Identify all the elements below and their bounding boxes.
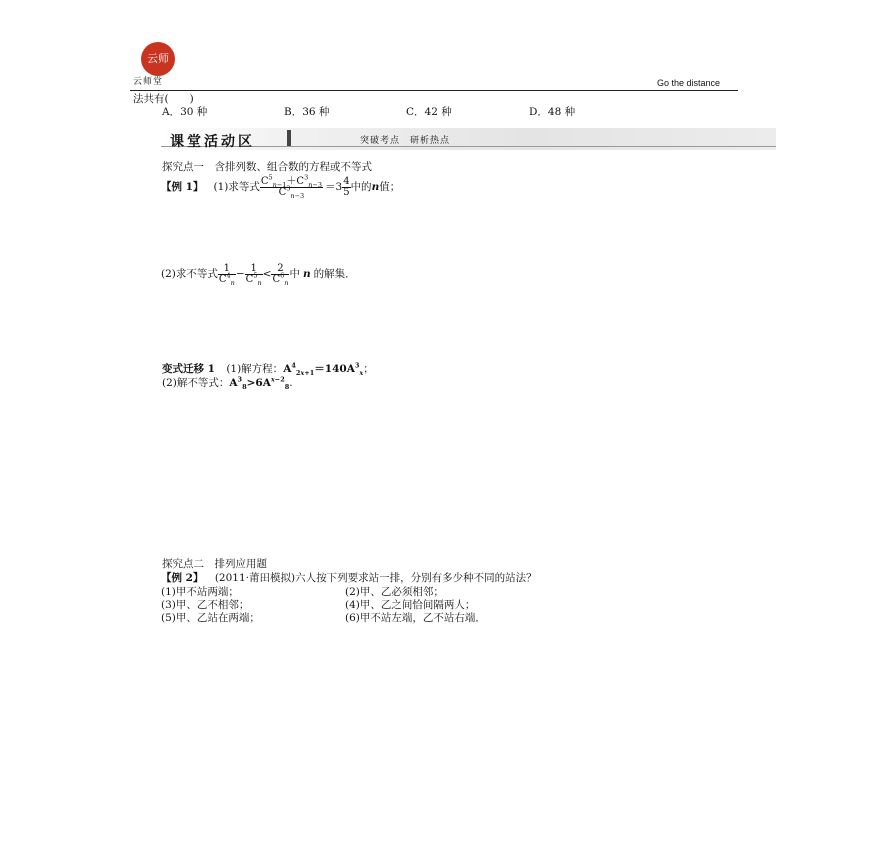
banner-subtitle: 突破考点 研析热点 bbox=[360, 136, 451, 146]
variant1-inequality: $A^3_8>6A^{x-2}_8$ bbox=[229, 375, 290, 392]
variant1-line1-prefix: (1)解方程： bbox=[226, 363, 284, 375]
section1-heading: 探究点一 含排列数、组合数的方程或不等式 bbox=[162, 161, 372, 173]
example1-label: 【例 1】 bbox=[161, 181, 204, 193]
example1-mixed-fraction: $\frac{4}{5}$ bbox=[343, 176, 350, 198]
variant1-line2: (2)解不等式：$A^3_8>6A^{x-2}_8$. bbox=[162, 375, 293, 392]
option-c: C．42 种 bbox=[406, 106, 452, 118]
example2-item-5: (5)甲、乙站在两端； bbox=[161, 612, 260, 624]
example1-var: n bbox=[371, 181, 380, 193]
header-slogan: Go the distance bbox=[657, 78, 721, 88]
ineq-fraction-1: $\frac{1}{C^4_n}$ bbox=[218, 263, 235, 287]
ineq-fraction-2: $\frac{1}{C^5_n}$ bbox=[245, 263, 262, 287]
banner-separator bbox=[287, 130, 291, 146]
section2-heading: 探究点二 排列应用题 bbox=[162, 558, 267, 570]
ineq-fraction-3: $\frac{2}{C^6_n}$ bbox=[272, 263, 289, 287]
example1-fraction: $\frac{C^5_{n-1}+C^3_{n-3}}{C^3_{n-3}}$ bbox=[260, 173, 322, 200]
example2-item-2: (2)甲、乙必须相邻； bbox=[345, 586, 444, 598]
option-a: A．30 种 bbox=[162, 106, 208, 118]
example1-part2-end: 的解集． bbox=[313, 268, 356, 280]
example1-part1-suffix: 中的 bbox=[350, 181, 372, 193]
example2-item-4: (4)甲、乙之间恰间隔两人； bbox=[345, 599, 476, 611]
example1-var-2: n bbox=[302, 268, 311, 280]
logo-seal bbox=[141, 42, 175, 76]
logo-glyph: 云师 bbox=[147, 52, 169, 65]
option-d: D．48 种 bbox=[529, 106, 576, 118]
variant1-label: 变式迁移 1 bbox=[162, 363, 215, 375]
example1-equals: ＝3 bbox=[325, 181, 343, 193]
example2-item-6: (6)甲不站左端，乙不站右端． bbox=[345, 612, 486, 624]
example1-part2: (2)求不等式 $\frac{1}{C^4_n}$ − $\frac{1}{C^5_n}$ < $\frac{2}{C^6_n}$ 中 n 的解集． bbox=[161, 263, 356, 287]
example1-part1-end: 值； bbox=[379, 181, 401, 193]
variant1-equation: $A^4_{2x+1}=140A^3_x$ bbox=[283, 361, 364, 378]
example2-line bbox=[161, 572, 537, 585]
example2-item-3: (3)甲、乙不相邻； bbox=[161, 599, 250, 611]
example1-part2-suffix: 中 bbox=[289, 268, 300, 280]
example2-item-1: (1)甲不站两端； bbox=[161, 586, 239, 598]
prev-question-tail: 法共有( ) bbox=[133, 93, 194, 105]
banner-title: 课堂活动区 bbox=[170, 134, 255, 150]
example1-part1-prefix: (1)求等式 bbox=[213, 181, 260, 193]
example1-part2-prefix: (2)求不等式 bbox=[161, 268, 218, 280]
example2-label: 【例 2】 bbox=[161, 572, 204, 584]
header-divider bbox=[130, 90, 738, 91]
variant1-line2-prefix: (2)解不等式： bbox=[162, 377, 230, 389]
option-b: B．36 种 bbox=[284, 106, 330, 118]
brand-name: 云师堂 bbox=[133, 77, 164, 87]
example1-part1 bbox=[161, 173, 401, 200]
variant1-line1: 变式迁移 1 (1)解方程：$A^4_{2x+1}=140A^3_x$； bbox=[162, 361, 374, 378]
example2-text: (2011·莆田模拟)六人按下列要求站一排，分别有多少种不同的站法？ bbox=[214, 572, 537, 584]
